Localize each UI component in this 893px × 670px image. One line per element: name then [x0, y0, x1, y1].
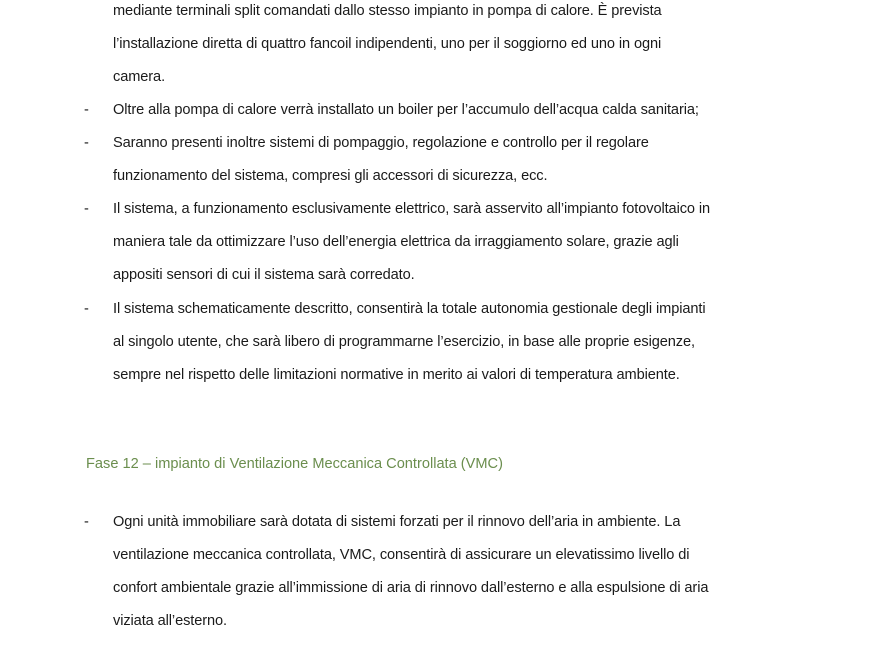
- text-line: maniera tale da ottimizzare l’uso dell’energia elettrica da irraggiamento solare, grazie agli: [113, 234, 679, 250]
- text-line: l’installazione diretta di quattro fancoil indipendenti, uno per il soggiorno ed uno in ogni: [113, 36, 662, 52]
- text-line: viziata all’esterno.: [113, 613, 227, 629]
- text-line: Ogni unità immobiliare sarà dotata di sistemi forzati per il rinnovo dell’aria in ambiente. La: [113, 514, 681, 530]
- bullet-marker: -: [84, 514, 89, 530]
- text-line: ventilazione meccanica controllata, VMC, consentirà di assicurare un elevatissimo livello di: [113, 547, 690, 563]
- text-line: Saranno presenti inoltre sistemi di pompaggio, regolazione e controllo per il regolare: [113, 135, 649, 151]
- bullet-marker: -: [84, 135, 89, 151]
- text-line: Oltre alla pompa di calore verrà installato un boiler per l’accumulo dell’acqua calda sanitaria;: [113, 102, 699, 118]
- text-line: confort ambientale grazie all’immissione di aria di rinnovo dall’esterno e alla espulsione di aria: [113, 580, 709, 596]
- bullet-marker: -: [84, 201, 89, 217]
- text-line: mediante terminali split comandati dallo stesso impianto in pompa di calore. È prevista: [113, 3, 662, 19]
- bullet-marker: -: [84, 301, 89, 317]
- text-line: funzionamento del sistema, compresi gli accessori di sicurezza, ecc.: [113, 168, 548, 184]
- text-line: Il sistema schematicamente descritto, consentirà la totale autonomia gestionale degli impianti: [113, 301, 706, 317]
- text-line: sempre nel rispetto delle limitazioni normative in merito ai valori di temperatura ambiente.: [113, 367, 680, 383]
- text-line: al singolo utente, che sarà libero di programmarne l’esercizio, in base alle proprie esigenze,: [113, 334, 695, 350]
- text-line: camera.: [113, 69, 166, 85]
- bullet-marker: -: [84, 102, 89, 118]
- text-line: appositi sensori di cui il sistema sarà corredato.: [113, 267, 415, 283]
- text-line: Il sistema, a funzionamento esclusivamente elettrico, sarà asservito all’impianto fotovoltaico in: [113, 201, 711, 217]
- section-heading: Fase 12 – impianto di Ventilazione Meccanica Controllata (VMC): [86, 456, 503, 472]
